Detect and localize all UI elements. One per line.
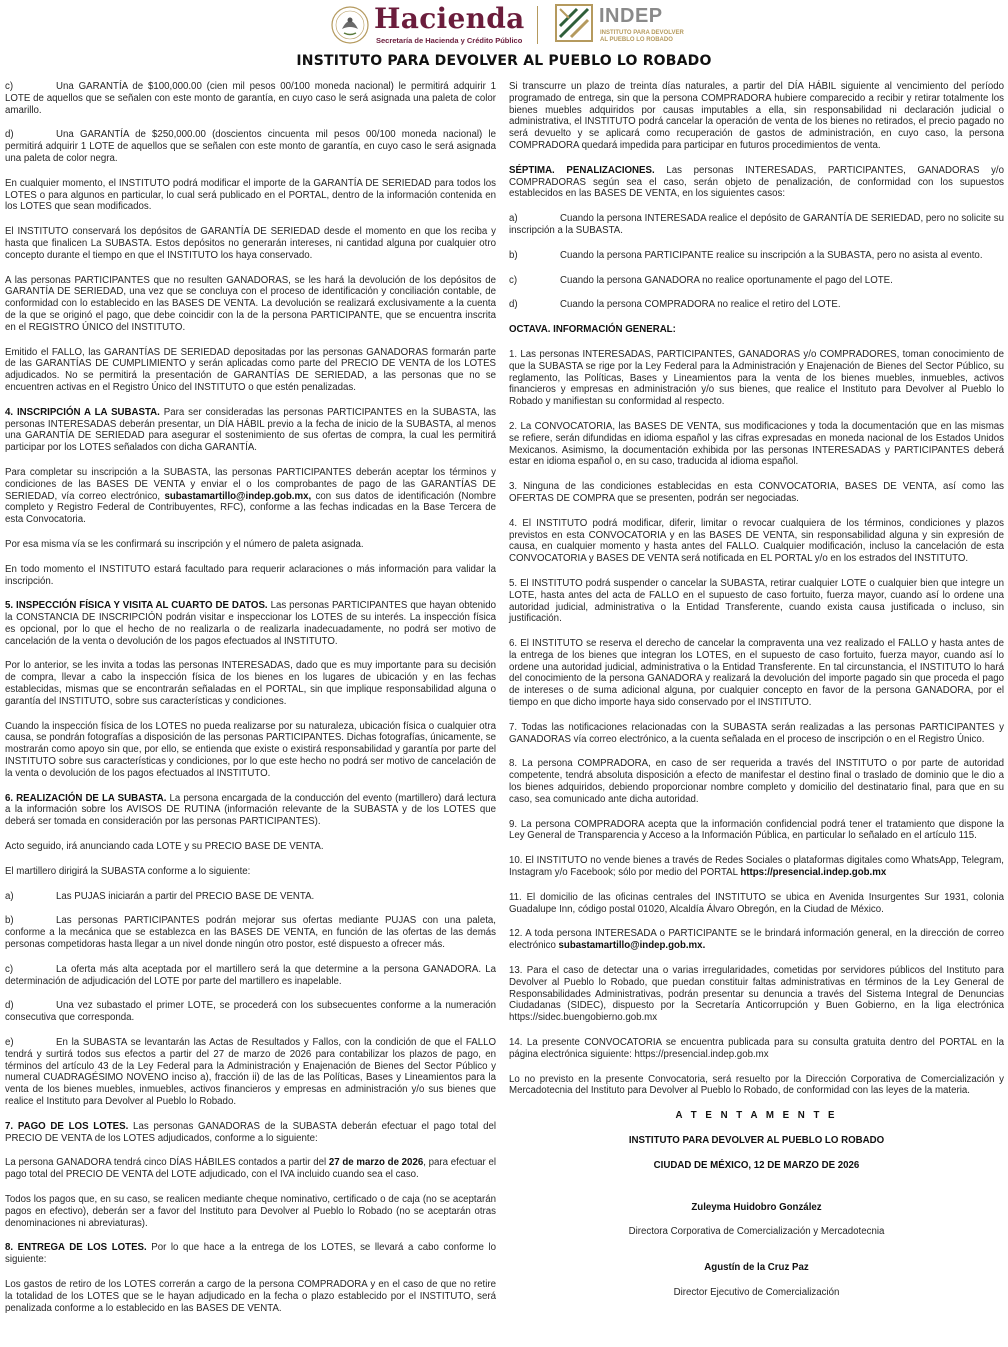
general-item-10 <box>509 855 1004 879</box>
section-title-octava: OCTAVA. INFORMACIÓN GENERAL: <box>509 324 676 336</box>
section-4 <box>5 407 496 454</box>
indep-subtitle-line-1: INSTITUTO PARA DEVOLVER <box>600 30 684 36</box>
section-title: SÉPTIMA. PENALIZACIONES. <box>509 164 655 176</box>
paragraph: En todo momento el INSTITUTO estará facultado para requerir aclaraciones o más información para validar la inscripción. <box>5 563 496 587</box>
text-span: , para efectuar el pago total del PRECIO DE VENTA del LOTE adjudicado, con el IVA incluido cuando sea el caso. <box>5 1157 497 1181</box>
closing-paragraph: Lo no previsto en la presente Convocatoria, será resuelto por la Dirección Corporativa de Comercialización y Mercadotecnia del Instituto para Devolver al Pueblo lo Robado, de conformidad con las leyes de la materia. <box>509 1073 1004 1097</box>
item-label: d) <box>5 129 14 141</box>
item-label: c) <box>509 274 518 286</box>
indep-logo-text: INDEP <box>599 5 663 27</box>
list-item-d <box>5 1000 496 1024</box>
sign-off: A T E N T A M E N T E <box>675 1110 838 1122</box>
guarantee-item-c <box>5 81 496 116</box>
paragraph: Si transcurre un plazo de treinta días naturales, a partir del DÍA HÁBIL siguiente al vencimiento del período programado de entrega, sin que la persona COMPRADORA hubiere comparecido a recibir y retirar totalmente los bienes muebles adquiridos por causas imputables a ella, sin responsabilidad ni declaración judicial o administrativa, el INSTITUTO podrá cancelar la operación de venta de los bienes no retirados, el precio pagado no será devuelto y se aplicará como recuperación de gastos de administración, en cuyo caso, la persona COMPRADORA quedará impedida para participar en futuros procedimientos de venta. <box>509 81 1004 151</box>
section-title: 4. INSCRIPCIÓN A LA SUBASTA. <box>5 406 160 418</box>
payment-date: 27 de marzo de 2026 <box>328 1157 424 1169</box>
paragraph: A las personas PARTICIPANTES que no resulten GANADORAS, se les hará la devolución de los depósitos de GARANTÍA DE SERIEDAD, una vez que se concluya con el proceso de identificación y conciliación contable, de conformidad con lo establecido en las BASES DE VENTA. La devolución se realizará exclusivamente a la cuenta de la que se originó el pago, que debe coincidir con la de la persona PARTICIPANTE, que se encuentra inscrita en el REGISTRO ÚNICO del INSTITUTO. <box>5 274 496 333</box>
penalty-item-a <box>509 213 1004 237</box>
item-text: Una GARANTÍA de $250,000.00 (doscientos cincuenta mil pesos 00/100 moneda nacional) le permitirá adquirir 1 LOTE de aquellos que se señalen con este monto de garantía, en cuyo caso le será asignada una paleta de color negra. <box>5 129 496 164</box>
paragraph: Los gastos de retiro de los LOTES correrán a cargo de la persona COMPRADORA y en el caso de que no retire la totalidad de los LOTES que se le hayan adjudicado en la fecha o plazo establecido por el INSTITUTO, será penalizada conforme a lo establecido en las BASES DE VENTA. <box>5 1278 496 1314</box>
item-label: c) <box>5 81 14 92</box>
paragraph: En cualquier momento, el INSTITUTO podrá modificar el importe de la GARANTÍA DE SERIEDAD para todos los LOTES o para algunos en particular, lo cual será publicado en el PORTAL, dentro de la información contenida en los LOTES que sean modificados. <box>5 177 496 213</box>
item-label: d) <box>5 1000 14 1012</box>
coat-of-arms-seal-icon <box>330 3 370 47</box>
item-label: a) <box>5 890 14 902</box>
paragraph: Por esa misma vía se les confirmará su inscripción y el número de paleta asignada. <box>5 538 364 550</box>
paragraph: El martillero dirigirá la SUBASTA conforme a lo siguiente: <box>5 865 251 877</box>
section-text: Las personas GANADORAS de la SUBASTA deberán efectuar el pago total del PRECIO DE VENTA de los LOTES adjudicados, conforme a lo siguiente: <box>5 1120 496 1144</box>
section-7 <box>5 1121 496 1145</box>
item-text: Cuando la persona PARTICIPANTE realice su inscripción a la SUBASTA, pero no asista al evento. <box>560 249 983 261</box>
right-column <box>509 81 1004 1312</box>
text-span: 10. El INSTITUTO no vende bienes a través de Redes Sociales o plataformas digitales como WhatsApp, Telegram, Instagram y/o Facebook; sólo por medio del PORTAL <box>509 855 1004 879</box>
paragraph: Cuando la inspección física de los LOTES no pueda realizarse por su naturaleza, ubicación física o cualquier otra causa, se pondrán fotografías a disposición de las personas PARTICIPANTES. Dichas fotografías, únicamente, se mostrarán como apoyo sin que, por ello, se entienda que existe o existirá responsabilidad y garantía por parte del INSTITUTO sobre sus características y condiciones, por lo que este hecho no podrá ser motivo de cancelación de la venta o devolución de los pagos efectuados al INSTITUTO. <box>5 720 496 779</box>
hacienda-logo-text: Hacienda <box>374 2 525 35</box>
section-title: 8. ENTREGA DE LOS LOTES. <box>5 1242 147 1254</box>
general-item-8: 8. La persona COMPRADORA, en caso de ser requerida a través del INSTITUTO o por parte de autoridad competente, tendrá absoluta disposición a efecto de manifestar el destino final o traslado de dominio que le dio a los bienes adquiridos, debiendo proporcionar nombre completo y domicilio del destinatario final, para que en su caso, sea comunicado ante dicha autoridad. <box>509 758 1004 805</box>
section-title: 5. INSPECCIÓN FÍSICA Y VISITA AL CUARTO DE DATOS. <box>5 600 268 612</box>
general-item-3: 3. Ninguna de las condiciones establecidas en esta CONVOCATORIA, BASES DE VENTA, así como las OFERTAS DE COMPRA que se presenten, podrán ser negociadas. <box>509 481 1004 504</box>
item-label: a) <box>509 213 518 225</box>
text-span: con sus datos de identificación (Nombre completo y Registro Federal de Contribuyentes, RFC), conforme a las fechas indicadas en la Base Tercera de esta Convocatoria. <box>5 490 496 526</box>
general-item-13: 13. Para el caso de detectar una o varias irregularidades, cometidas por servidores públicos del Instituto para Devolver al Pueblo lo Robado, que puedan constituir faltas administrativas en términos de la Ley General de Responsabilidades Administrativas, podrán presentar su denuncia a través del Sistema Integral de Denuncias Ciudadanas (SIDEC), dispuesto por la Secretaría Anticorrupción y Buen Gobierno, en la liga electrónica https://sidec.buengobierno.gob.mx <box>509 965 1004 1024</box>
paragraph: Todos los pagos que, en su caso, se realicen mediante cheque nominativo, certificado o de caja (no se aceptarán pagos en efectivo), deberán ser a favor del Instituto para Devolver al Pueblo lo Robado (no se aceptarán otras denominaciones ni abreviaturas). <box>5 1193 496 1229</box>
text-span: Para completar su inscripción a la SUBASTA, las personas PARTICIPANTES deberán aceptar los términos y condiciones de las BASES DE VENTA y enviar el o los comprobantes de pago de las GARANTÍAS DE SERIEDAD, vía correo electrónico, <box>5 466 496 502</box>
list-item-c <box>5 964 496 988</box>
general-item-11: 11. El domicilio de las oficinas centrales del INSTITUTO se ubica en Avenida Insurgentes Sur 1931, colonia Guadalupe Inn, código postal 01020, Alcaldía Álvaro Obregón, en la Ciudad de México. <box>509 891 1004 915</box>
email-address: subastamartillo@indep.gob.mx, <box>164 490 312 502</box>
section-septima <box>509 165 1004 200</box>
general-item-12 <box>509 928 1004 952</box>
penalty-item-c <box>509 275 1004 287</box>
item-text: Una vez subastado el primer LOTE, se procederá con los subsecuentes conforme a la numeración consecutiva que corresponda. <box>5 1000 496 1024</box>
signer-1-title: Directora Corporativa de Comercialización y Mercadotecnia <box>628 1226 885 1238</box>
section-5 <box>5 600 496 647</box>
portal-link[interactable]: https://presencial.indep.gob.mx <box>740 867 887 879</box>
text-span: La persona GANADORA tendrá cinco DÍAS HÁBILES contados a partir del <box>5 1157 329 1169</box>
paragraph <box>5 1157 496 1181</box>
general-item-5: 5. El INSTITUTO podrá suspender o cancelar la SUBASTA, retirar cualquier LOTE o cualquier bien que integre un LOTE, hasta antes del acta de FALLO en el supuesto de caso fortuito, fuerza mayor, cuando así lo ordene una autoridad judicial, administrativa o la Entidad Transferente, cuando exista causa justificada o incluso, sin justificación. <box>509 577 1004 625</box>
signer-2-title: Director Ejecutivo de Comercialización <box>673 1286 840 1298</box>
paragraph: Emitido el FALLO, las GARANTÍAS DE SERIEDAD depositadas por las personas GANADORAS formarán parte de las GARANTÍAS DE CUMPLIMIENTO y serán aplicadas como parte del PRECIO DE VENTA de los LOTES adjudicados. No se permitirá la presentación de GARANTÍAS DE SERIEDAD, a las personas que no se encuentren activas en el Registro Único del INSTITUTO o que estén penalizadas. <box>5 346 496 393</box>
section-6 <box>5 793 496 828</box>
item-label: d) <box>509 299 518 311</box>
general-item-4: 4. El INSTITUTO podrá modificar, diferir, limitar o revocar cualquiera de los términos, condiciones y plazos previstos en esta CONVOCATORIA y en las BASES DE VENTA, sin responsabilidad alguna y sin expresión de causa, en cualquier momento y hasta antes del FALLO. Cualquier modificación, incluso la cancelación de esta CONVOCATORIA y BASES DE VENTA será notificada en EL PORTAL y/o en los estrados del INSTITUTO. <box>509 517 1004 565</box>
item-text: Las personas PARTICIPANTES podrán mejorar sus ofertas mediante PUJAS con una paleta, conforme a la mecánica que se establezca en las BASES DE VENTA, en función de las ofertas de las demás personas competidoras hasta llegar a un nivel donde ningún otro postor, esté dispuesto a ofrecer más. <box>5 915 496 951</box>
list-item-b <box>5 915 496 950</box>
section-text: Por lo que hace a la entrega de los LOTES, se llevará a cabo conforme lo siguiente: <box>5 1242 496 1266</box>
item-label: b) <box>509 249 518 261</box>
section-text: La persona encargada de la conducción del evento (martillero) dará lectura a la información sobre los AVISOS DE RUTINA (información relevante de la SUBASTA y de los LOTES que deberá ser tomada en consideración por las personas PARTICIPANTES). <box>5 792 496 828</box>
general-item-2: 2. La CONVOCATORIA, las BASES DE VENTA, sus modificaciones y toda la documentación que en las mismas se refiere, serán difundidas en idioma español y las cifras expresadas en moneda nacional de los Estados Unidos Mexicanos. Asimismo, la documentación exhibida por las personas INTERESADAS y PARTICIPANTES deberá estar en idioma español o, en su caso, traducida al idioma español. <box>509 420 1004 468</box>
guarantee-item-d <box>5 129 496 164</box>
general-item-1: 1. Las personas INTERESADAS, PARTICIPANTES, GANADORAS y/o COMPRADORES, toman conocimiento de que la SUBASTA se rige por la Ley Federal para la Administración y Enajenación de Bienes del Sector Público, su reglamento, las Políticas, Bases y Lineamientos para la venta de los bienes muebles, inmuebles, activos financieros y empresas en administración y/o sus bienes, que realice el Instituto para Devolver al Pueblo lo Robado y manifiestan su conformidad al respecto. <box>509 348 1004 408</box>
item-text: Una GARANTÍA de $100,000.00 (cien mil pesos 00/100 moneda nacional) le permitirá adquirir 1 LOTE de aquellos que se señalen con este monto de garantía, en cuyo caso le será asignada una paleta de color amarillo. <box>5 81 496 116</box>
list-item-a <box>5 891 496 903</box>
item-label: c) <box>5 963 14 975</box>
item-text: Cuando la persona GANADORA no realice oportunamente el pago del LOTE. <box>560 274 893 286</box>
item-text: Las PUJAS iniciarán a partir del PRECIO BASE DE VENTA. <box>56 890 315 902</box>
paragraph <box>5 467 496 526</box>
paragraph: Por lo anterior, se les invita a todas las personas INTERESADAS, dado que es muy importante para su decisión de compra, llevar a cabo la inspección física de los bienes en los lugares de ubicación y en las fechas establecidas, mismas que se encontrarán señaladas en el PORTAL, sin que implique responsabilidad alguna o garantía del INSTITUTO, sobre sus características y condiciones. <box>5 660 496 707</box>
place-and-date: CIUDAD DE MÉXICO, 12 DE MARZO DE 2026 <box>653 1159 860 1171</box>
item-label: e) <box>5 1037 14 1049</box>
signer-1-name: Zuleyma Huidobro González <box>691 1201 822 1213</box>
indep-subtitle-line-2: AL PUEBLO LO ROBADO <box>600 37 673 43</box>
item-text: Cuando la persona INTERESADA realice el depósito de GARANTÍA DE SERIEDAD, pero no solicite su inscripción a la SUBASTA. <box>509 213 1004 236</box>
section-title: 7. PAGO DE LOS LOTES. <box>5 1120 129 1132</box>
penalty-item-d <box>509 299 1004 311</box>
penalty-item-b <box>509 250 1004 262</box>
section-text: Para ser consideradas las personas PARTICIPANTES en la SUBASTA, las personas INTERESADAS deberán presentar, un DÍA HÁBIL previo a la fecha de inicio de la SUBASTA, al menos una GARANTÍA DE SERIEDAD para asegurar el sostenimiento de sus ofertas de compra, la cual les permitirá participar por los LOTES señalados con dicha GARANTÍA. <box>5 406 496 454</box>
section-title: 6. REALIZACIÓN DE LA SUBASTA. <box>5 792 167 804</box>
item-label: b) <box>5 915 14 927</box>
signing-institution: INSTITUTO PARA DEVOLVER AL PUEBLO LO ROBADO <box>628 1135 885 1146</box>
item-text: En la SUBASTA se levantarán las Actas de Resultados y Fallos, con la condición de que el FALLO tendrá y surtirá todos sus efectos a partir del 27 de marzo de 2026 para contabilizar los plazos de pago, en términos del artículo 43 de la Ley Federal para la Administración y Enajenación de Bienes del Sector Público y numeral CUADRAGÉSIMO NOVENO inciso a), fracción ii) de las de las Políticas, Bases y Lineamientos para la venta de los bienes muebles, inmuebles, activos financieros y empresas en administración y/o sus bienes que realice el Instituto para Devolver al Pueblo lo Robado. <box>5 1037 496 1107</box>
indep-logo-icon <box>555 4 593 42</box>
page-title: INSTITUTO PARA DEVOLVER AL PUEBLO LO ROBADO <box>296 53 712 69</box>
general-item-14: 14. La presente CONVOCATORIA se encuentra publicada para su consulta gratuita dentro del PORTAL en la página electrónica siguiente: https://presencial.indep.gob.mx <box>509 1037 1004 1060</box>
section-text: Las personas PARTICIPANTES que hayan obtenido la CONSTANCIA DE INSCRIPCIÓN podrán visitar e inspeccionar los LOTES de su interés. La inspección física es opcional, por lo que el hecho de no realizarla o de realizarla inadecuadamente, no podrá ser motivo de cancelación de la venta o devolución de los pagos efectuados al INSTITUTO. <box>5 600 496 647</box>
general-item-9: 9. La persona COMPRADORA acepta que la información confidencial podrá tener el tratamiento que dispone la Ley General de Transparencia y Acceso a la Información Pública, en particular lo señalado en el artículo 115. <box>509 818 1004 842</box>
text-span: 12. A toda persona INTERESADA o PARTICIPANTE se le brindará información general, en la dirección de correo electrónico <box>509 928 1004 952</box>
paragraph: El INSTITUTO conservará los depósitos de GARANTÍA DE SERIEDAD desde el momento en que los reciba y hasta que finalicen La SUBASTA. Estos depósitos no generarán intereses, ni cantidad alguna por cualquier otro concepto durante el tiempo en que el INSTITUTO los haya conservado. <box>5 226 496 261</box>
list-item-e <box>5 1037 496 1108</box>
section-8 <box>5 1242 496 1266</box>
signer-2-name: Agustín de la Cruz Paz <box>704 1262 809 1274</box>
general-item-7: 7. Todas las notificaciones relacionadas con la SUBASTA serán realizadas a las personas PARTICIPANTES y GANADORAS vía correo electrónico, a la cuenta señalada en el proceso de inscripción o en el Registro Único. <box>509 721 1004 745</box>
item-text: Cuando la persona COMPRADORA no realice el retiro del LOTE. <box>560 299 841 311</box>
logo-divider <box>537 6 538 44</box>
hacienda-subtitle: Secretaría de Hacienda y Crédito Público <box>376 36 523 45</box>
section-text: Las personas INTERESADAS, PARTICIPANTES, GANADORAS y/o COMPRADORAS según sea el caso, serán objeto de penalización, de conformidad con los supuestos establecidos en las BASES DE VENTA, en los siguientes casos: <box>509 164 1005 200</box>
paragraph: Acto seguido, irá anunciando cada LOTE y su PRECIO BASE DE VENTA. <box>5 841 324 853</box>
email-address[interactable]: subastamartillo@indep.gob.mx. <box>558 940 706 952</box>
left-column <box>5 81 496 1327</box>
general-item-6: 6. El INSTITUTO se reserva el derecho de cancelar la compraventa una vez realizado el FALLO y hasta antes de la entrega de los bienes que integran los LOTES, en el supuesto de caso fortuito, fuerza mayor, cuando así lo ordene una autoridad judicial, administrativa o la Entidad Transferente. En tal circunstancia, el INSTITUTO lo hará del conocimiento de la persona GANADORA y realizará la devolución del importe pagado sin que proceda el pago de intereses o de suma adicional alguna, por cualquier concepto en favor de la persona GANADORA, por el tiempo en que dicho importe haya sido conservado por el INSTITUTO. <box>509 638 1004 709</box>
item-text: La oferta más alta aceptada por el martillero será la que determine a la persona GANADORA. La determinación de adjudicación del LOTE por parte del martillero es inapelable. <box>5 963 496 987</box>
